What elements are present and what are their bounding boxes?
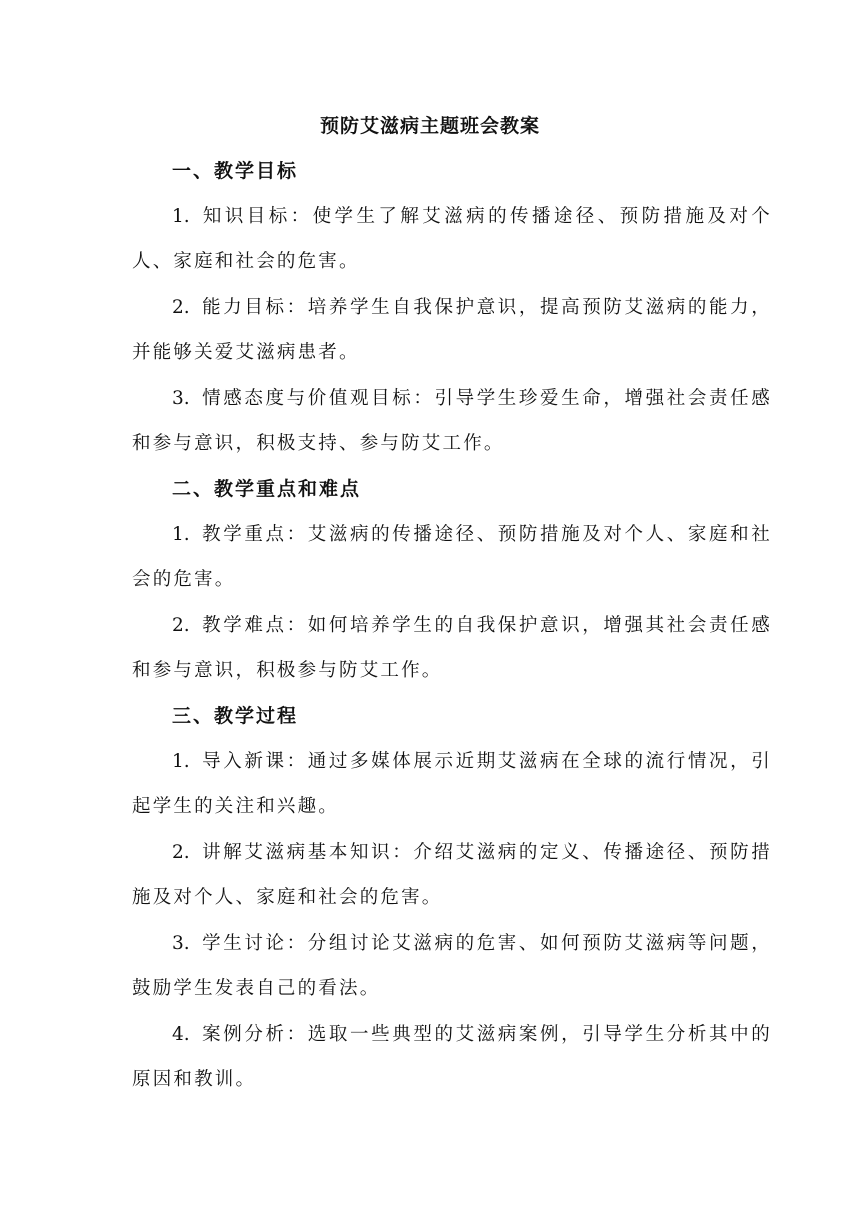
- item-number: 3.: [172, 388, 190, 409]
- section-teaching-goals: [0, 157, 860, 466]
- item-number: 2.: [172, 615, 190, 636]
- item-number: 4.: [172, 1024, 190, 1045]
- item-number: 2.: [172, 842, 190, 863]
- section-heading: 二、教学重点和难点: [172, 478, 362, 500]
- section-teaching-process: [0, 702, 860, 1102]
- item-text: 学生讨论：分组讨论艾滋病的危害、如何预防艾滋病等问题，鼓励学生发表自己的看法。: [132, 933, 772, 999]
- paragraph-item: [132, 921, 772, 1011]
- paragraph-item: [132, 739, 772, 829]
- paragraph-item: [132, 1012, 772, 1102]
- item-text: 讲解艾滋病基本知识：介绍艾滋病的定义、传播途径、预防措施及对个人、家庭和社会的危害。: [132, 842, 772, 908]
- item-text: 能力目标：培养学生自我保护意识，提高预防艾滋病的能力，并能够关爱艾滋病患者。: [132, 297, 772, 363]
- item-text: 教学难点：如何培养学生的自我保护意识，增强其社会责任感和参与意识，积极参与防艾工作。: [132, 615, 772, 681]
- paragraph-item: [132, 603, 772, 693]
- section-heading: 一、教学目标: [172, 160, 299, 182]
- section-heading: 三、教学过程: [172, 705, 299, 727]
- paragraph-item: [132, 194, 772, 284]
- item-number: 1.: [172, 524, 190, 545]
- item-text: 导入新课：通过多媒体展示近期艾滋病在全球的流行情况，引起学生的关注和兴趣。: [132, 751, 772, 817]
- item-number: 1.: [172, 206, 190, 227]
- paragraph-item: [132, 285, 772, 375]
- item-text: 情感态度与价值观目标：引导学生珍爱生命，增强社会责任感和参与意识，积极支持、参与防艾工作。: [132, 388, 772, 454]
- item-text: 教学重点：艾滋病的传播途径、预防措施及对个人、家庭和社会的危害。: [132, 524, 772, 590]
- item-number: 2.: [172, 297, 190, 318]
- item-number: 1.: [172, 751, 190, 772]
- item-text: 知识目标：使学生了解艾滋病的传播途径、预防措施及对个人、家庭和社会的危害。: [132, 206, 772, 272]
- item-text: 案例分析：选取一些典型的艾滋病案例，引导学生分析其中的原因和教训。: [132, 1024, 772, 1090]
- paragraph-item: [132, 376, 772, 466]
- paragraph-item: [132, 512, 772, 602]
- section-key-points: [0, 475, 860, 693]
- item-number: 3.: [172, 933, 190, 954]
- paragraph-item: [132, 830, 772, 920]
- document-title: 预防艾滋病主题班会教案: [319, 115, 540, 137]
